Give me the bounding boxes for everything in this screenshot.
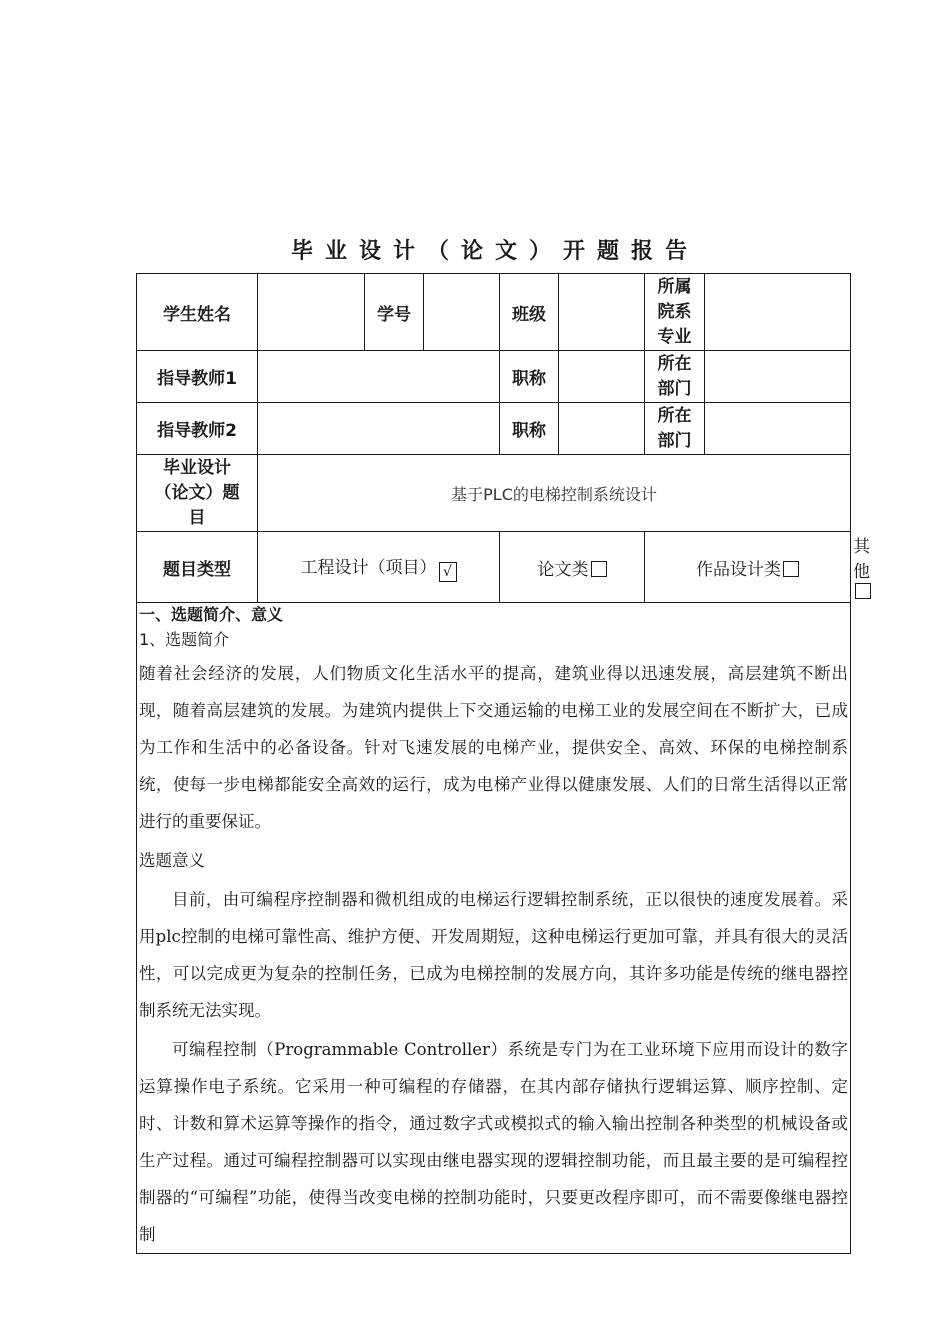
advisor1-label: 指导教师1 [137,351,258,403]
dept-major-label-line: 所属 [657,276,692,297]
advisor2-field[interactable] [258,403,500,455]
section1-sub-intro: 1、选题简介 [139,630,230,649]
section1-content [137,603,851,1254]
advisor2-dept-label-line: 部门 [657,430,692,451]
advisor1-dept-field[interactable] [705,351,851,403]
advisor2-label: 指导教师2 [137,403,258,455]
advisor2-rank-field[interactable] [559,403,645,455]
class-field[interactable] [559,274,645,351]
type-option-work-design[interactable] [645,532,851,603]
type-option-engineering[interactable] [258,532,500,603]
type-option-label: 作品设计类 [696,559,781,580]
checkbox-checked[interactable]: √ [439,562,457,582]
advisor1-dept-label [645,351,705,403]
dept-major-label [645,274,705,351]
section1-sub-significance: 选题意义 [139,851,205,870]
significance-paragraph-2: 可编程控制（Programmable Controller）系统是专门为在工业环境下应用而设计的数字运算操作电子系统。它采用一种可编程的存储器，在其内部存储执行逻辑运算、顺序控制、定时、计数和算术运算等操作的指令，通过数字式或模拟式的输入输出控制各种类型的机械设备或生产过程。通过可编程控制器可以实现由继电器实现的逻辑控制功能，而且最主要的是可编程控制器的“可编程”功能，使得当改变电梯的控制功能时，只要更改程序即可，而不需要像继电器控制 [139,1040,848,1244]
student-name-label: 学生姓名 [137,274,258,351]
student-name-field[interactable] [258,274,365,351]
checkbox-unchecked[interactable] [783,561,799,577]
advisor2-dept-label-line: 所在 [657,405,692,426]
advisor1-field[interactable] [258,351,500,403]
advisor2-dept-label [645,403,705,455]
class-label: 班级 [500,274,559,351]
type-option-label: 其他 [853,537,870,582]
advisor2-dept-field[interactable] [705,403,851,455]
intro-paragraph: 随着社会经济的发展，人们物质文化生活水平的提高，建筑业得以迅速发展，高层建筑不断出现，随着高层建筑的发展。为建筑内提供上下交通运输的电梯工业的发展空间在不断扩大，已成为工作和生活中的必备设备。针对飞速发展的电梯产业，提供安全、高效、环保的电梯控制系统，使每一步电梯都能安全高效的运行，成为电梯产业得以健康发展、人们的日常生活得以正常进行的重要保证。 [139,664,848,831]
student-id-field[interactable] [424,274,500,351]
row-topic [137,455,851,532]
advisor1-dept-label-line: 部门 [657,378,692,399]
row-type [137,532,851,603]
page-title: 毕业设计（论文）开题报告 [290,239,699,264]
topic-label-line: （论文）题 [154,482,240,503]
advisor1-rank-field[interactable] [559,351,645,403]
dept-major-label-line: 院系 [657,301,692,322]
row-student [137,274,851,351]
dept-major-label-line: 专业 [657,326,692,347]
checkbox-unchecked[interactable] [855,583,871,599]
report-form-table [136,273,870,1254]
checkbox-unchecked[interactable] [591,561,607,577]
topic-label [137,455,258,532]
type-label: 题目类型 [137,532,258,603]
row-section1 [137,603,851,1254]
dept-major-field[interactable] [705,274,851,351]
topic-label-line: 目 [188,507,206,528]
topic-value[interactable]: 基于PLC的电梯控制系统设计 [258,455,851,532]
significance-paragraph-1: 目前，由可编程序控制器和微机组成的电梯运行逻辑控制系统，正以很快的速度发展着。采用plc控制的电梯可靠性高、维护方便、开发周期短，这种电梯运行更加可靠，并具有很大的灵活性，可以完成更为复杂的控制任务，已成为电梯控制的发展方向，其许多功能是传统的继电器控制系统无法实现。 [139,890,848,1020]
row-advisor-2 [137,403,851,455]
student-id-label: 学号 [365,274,424,351]
advisor1-rank-label: 职称 [500,351,559,403]
type-option-thesis[interactable] [500,532,645,603]
topic-label-line: 毕业设计 [163,457,231,478]
type-option-label: 工程设计（项目） [300,557,437,578]
advisor1-dept-label-line: 所在 [657,353,692,374]
type-option-label: 论文类 [537,559,589,580]
section1-heading: 一、选题简介、意义 [139,605,284,624]
row-advisor-1 [137,351,851,403]
advisor2-rank-label: 职称 [500,403,559,455]
